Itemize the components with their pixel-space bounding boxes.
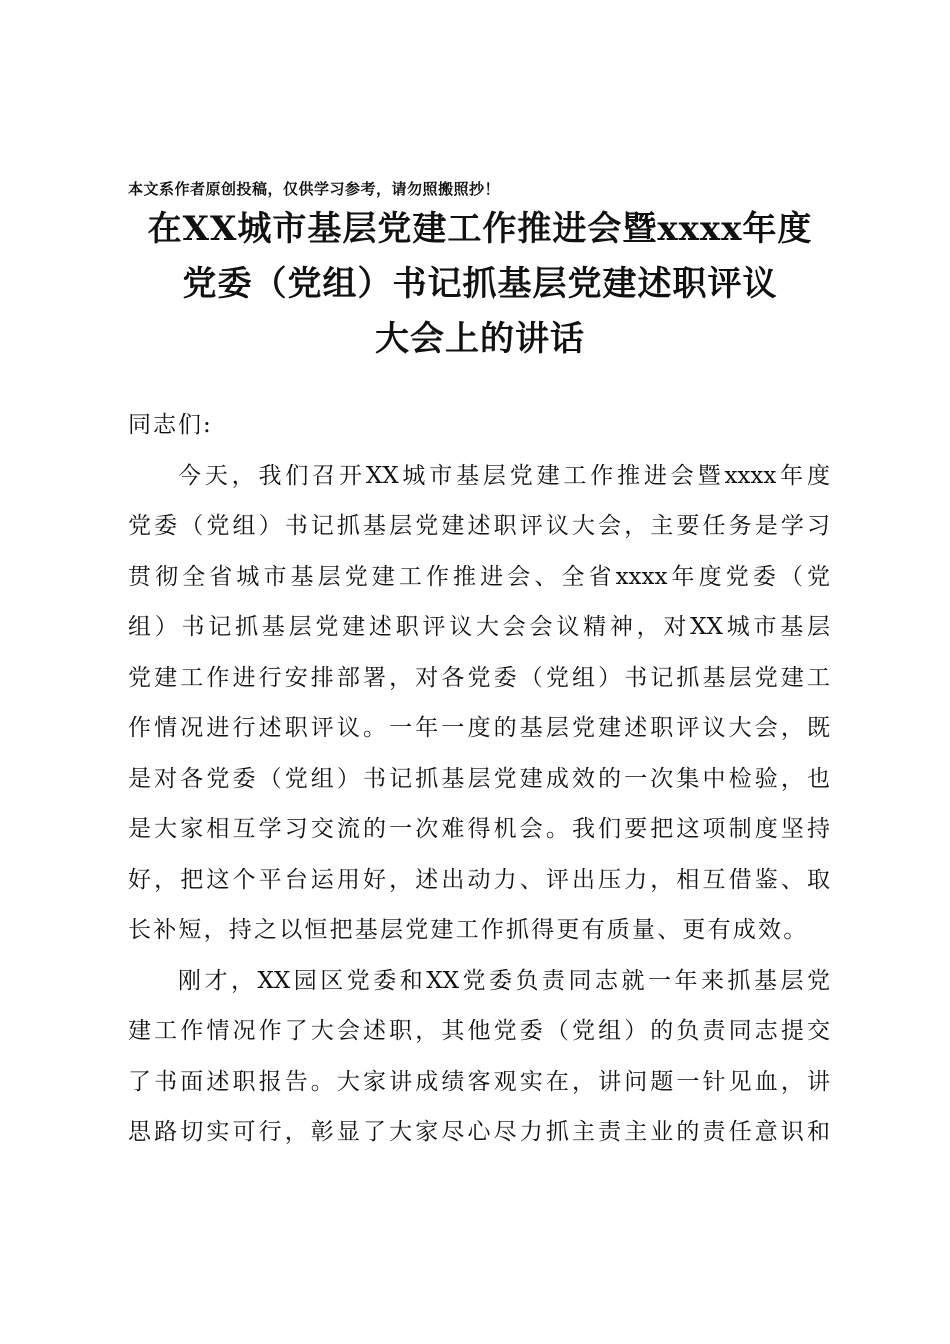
paragraph-line: 建工作情况作了大会述职，其他党委（党组）的负责同志提交	[128, 1018, 830, 1044]
paragraph-line: 作情况进行述职评议。一年一度的基层党建述职评议大会，既	[128, 715, 830, 741]
paragraph-line: 长补短，持之以恒把基层党建工作抓得更有质量、更有成效。	[128, 917, 809, 943]
paragraph-2	[128, 956, 830, 1158]
paragraph-line: 思路切实可行，彰显了大家尽心尽力抓主责主业的责任意识和	[128, 1119, 830, 1145]
paragraph-line: 今天，我们召开XX城市基层党建工作推进会暨xxxx年度	[178, 462, 830, 489]
paragraph-line: 了书面述职报告。大家讲成绩客观实在，讲问题一针见血，讲	[128, 1068, 830, 1095]
title-line-2: 党委（党组）书记抓基层党建述职评议	[182, 264, 778, 304]
document-title	[100, 202, 860, 367]
paragraph-line: 党委（党组）书记抓基层党建述职评议大会，主要任务是学习	[128, 513, 830, 539]
speech-body	[128, 400, 830, 1158]
paragraph-line: 贯彻全省城市基层党建工作推进会、全省xxxx年度党委（党	[128, 563, 830, 590]
paragraph-line: 党建工作进行安排部署，对各党委（党组）书记抓基层党建工	[128, 664, 830, 691]
paragraph-1	[128, 451, 830, 956]
title-line-3: 大会上的讲话	[375, 319, 585, 359]
paragraph-line: 刚才，XX园区党委和XX党委负责同志就一年来抓基层党	[178, 967, 830, 994]
paragraph-line: 好，把这个平台运用好，述出动力、评出压力，相互借鉴、取	[128, 866, 830, 893]
salutation: 同志们:	[128, 412, 213, 438]
paragraph-line: 组）书记抓基层党建述职评议大会会议精神，对XX城市基层	[128, 614, 830, 640]
disclaimer-note: 本文系作者原创投稿，仅供学习参考，请勿照搬照抄！	[128, 180, 501, 198]
paragraph-line: 是大家相互学习交流的一次难得机会。我们要把这项制度坚持	[128, 816, 830, 842]
paragraph-line: 是对各党委（党组）书记抓基层党建成效的一次集中检验，也	[128, 765, 830, 792]
title-line-1: 在XX城市基层党建工作推进会暨xxxx年度	[147, 209, 813, 249]
